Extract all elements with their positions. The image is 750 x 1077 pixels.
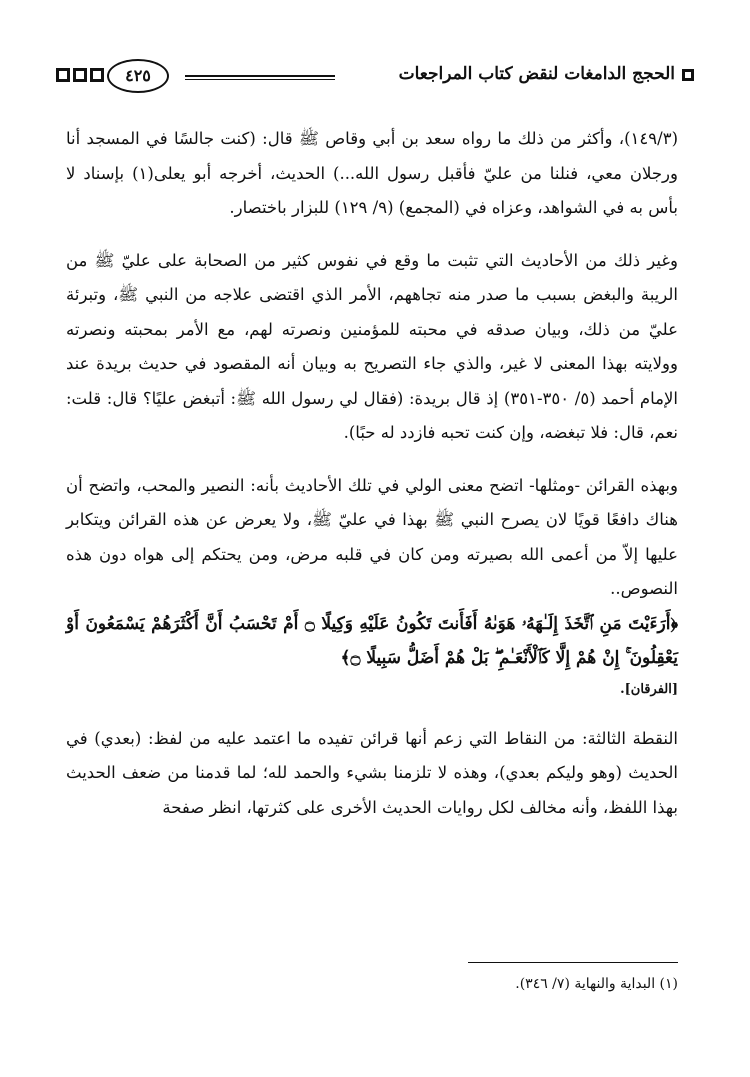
point-three-paragraph: النقطة الثالثة: من النقاط التي زعم أنها قرائن تفيده ما اعتمد عليه من لفظ: (بعدي) في الحديث (وهو وليكم بعدي)، وهذه لا تلزمنا بشيء والحمد لله؛ لما قدمنا من ضعف الحديث بهذا اللفظ، وأنه مخالف لكل روايات الحديث الأخرى على كثرتها، انظر صفحة bbox=[66, 728, 678, 817]
quran-reference: [الفرقان]. bbox=[620, 681, 678, 697]
footnote: (١) البداية والنهاية (٧/ ٣٤٦). bbox=[515, 976, 678, 992]
page-header bbox=[55, 58, 695, 94]
left-ornament-icon bbox=[55, 66, 105, 84]
paragraph-1: (١٤٩/٣)، وأكثر من ذلك ما رواه سعد بن أبي وقاص ﷺ قال: (كنت جالسًا في المسجد أنا ورجلان معي، فنلنا من عليّ فأقبل رسول الله...) الحديث، أخرجه أبو يعلى(١) بإسناد لا بأس به في الشواهد، وعزاه في (المجمع) (٩/ ١٢٩) للبزار باختصار. bbox=[66, 129, 678, 217]
paragraph-3: وبهذه القرائن -ومثلها- اتضح معنى الولي في تلك الأحاديث بأنه: النصير والمحب، واتضح أن هناك دافعًا قويًا لان يصرح النبي ﷺ بهذا في عليّ ﷺ، ولا يعرض عن هذه القرائن ويتكابر عليها إلاّ من أعمى الله بصيرته ومن كان في قلبه مرض، ومن يحتكم إلى هواه دون هذه النصوص.. bbox=[66, 475, 678, 598]
paragraph-2: وغير ذلك من الأحاديث التي تثبت ما وقع في نفوس كثير من الصحابة على عليّ ﷺ من الريبة والبغض بسبب ما صدر منه تجاههم، الأمر الذي اقتضى علاجه من النبي ﷺ، وتبرئة عليّ من ذلك، وبيان صدقه في محبته للمؤمنين ونصرته لهم، مع الأمر بمحبته ونصرته وولايته بهذا المعنى لا غير، والذي جاء التصريح به وبيان أنه المقصود في حديث بريدة عند الإمام أحمد (٥/ ٣٥٠-٣٥١) إذ قال بريدة: (فقال لي رسول الله ﷺ: أتبغض عليًا؟ قال: قلت: نعم، قال: فلا تبغضه، وإن كنت تحبه فازدد له حبًا). bbox=[66, 250, 678, 442]
header-ornament-icon bbox=[681, 68, 695, 82]
footnote-divider bbox=[468, 962, 678, 963]
header-rule-thin bbox=[185, 79, 335, 80]
quran-verse: ﴿أَرَءَيْتَ مَنِ ٱتَّخَذَ إِلَـٰهَهُۥ هَوَىٰهُ أَفَأَنتَ تَكُونُ عَلَيْهِ وَكِيلًا ۝ أَمْ تَحْسَبُ أَنَّ أَكْثَرَهُمْ يَسْمَعُونَ أَوْ يَعْقِلُونَ ۚ إِنْ هُمْ إِلَّا كَٱلْأَنْعَـٰمِ ۖ بَلْ هُمْ أَضَلُّ سَبِيلًا ۝﴾ bbox=[66, 613, 678, 668]
running-title: الحجج الدامغات لنقض كتاب المراجعات bbox=[398, 64, 675, 84]
body-text bbox=[66, 122, 678, 825]
header-rule bbox=[185, 75, 335, 77]
page-number: ٤٢٥ bbox=[107, 59, 169, 93]
